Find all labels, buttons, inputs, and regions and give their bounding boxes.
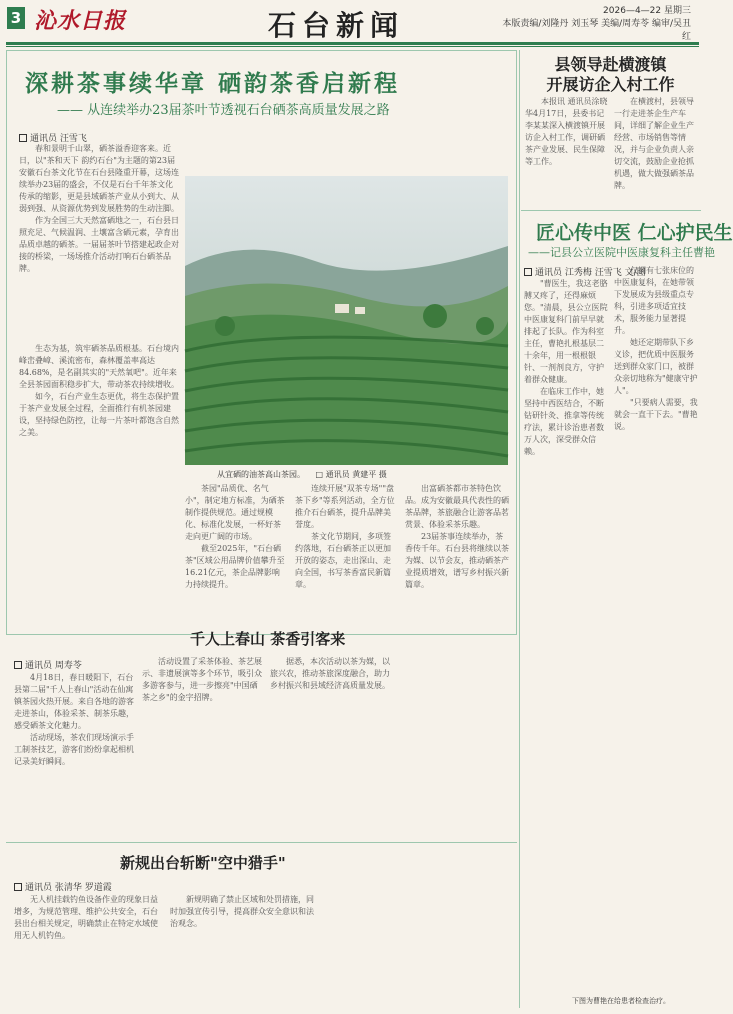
page-number: 3	[7, 7, 25, 29]
lead-paragraph: 茶园"品质优、名气小"，制定地方标准，为硒茶制作提供规范。通过规模化、标准化发展，一杯好茶走向更广阔的市场。	[185, 484, 285, 541]
story3-headline: 匠心传中医 仁心护民生	[536, 222, 733, 244]
lead-paragraph: 23届茶事连续举办，茶香传千年。石台县将继续以茶为媒、以节会友，推动硒茶产业提质增效，谱写乡村振兴新篇章。	[405, 532, 509, 589]
story3-column-2	[614, 265, 700, 965]
story5-column-2	[170, 894, 320, 1006]
byline-box-icon	[14, 661, 22, 669]
story5-headline: 新规出台斩断"空中猎手"	[120, 854, 286, 872]
lead-column-3	[295, 483, 397, 629]
story3-byline-text: 通讯员 江秀梅 汪雪飞 文/图	[535, 268, 646, 278]
byline-box-icon: □	[315, 470, 324, 479]
story3-column-1	[524, 278, 610, 678]
byline-box-icon	[19, 134, 27, 142]
lead-story	[6, 50, 517, 635]
story4-byline	[14, 658, 82, 671]
lead-subheadline: —— 从连续举办23届茶叶节透视石台硒茶高质量发展之路	[57, 103, 390, 118]
lead-column-1b	[19, 343, 179, 628]
story3-paragraph: 她还定期带队下乡义诊，把优质中医服务送到群众家门口，被群众亲切地称为"健康守护人"。	[614, 338, 698, 395]
lead-paragraph: 春和景明千山翠，硒茶溢香迎客来。近日，以"茶和天下 韵约石台"为主题的第23届安徽石台茶文化节在石台县隆重开幕，这场连续举办23届的盛会，不仅是石台千年茶文化传承的缩影，更是县域硒茶产业从小到大、从弱到强、从资源优势到发展胜势的生动注脚。	[19, 144, 179, 213]
lead-paragraph: 截至2025年，"石台硒茶"区域公用品牌价值攀升至16.21亿元，茶企品牌影响力持续提升。	[185, 544, 285, 589]
header-meta	[501, 5, 691, 44]
lead-column-1	[19, 143, 179, 338]
story4-paragraph: 活动现场，茶农们现场演示手工制茶技艺，游客们纷纷拿起相机记录美好瞬间。	[14, 733, 134, 766]
page-header	[0, 0, 705, 44]
story5-paragraph: 无人机挂载钓鱼设备作业的现象日益增多，为规范管理、维护公共安全，石台县出台相关规定，明确禁止在特定水域使用无人机钓鱼。	[14, 895, 158, 940]
lead-paragraph: 出富硒茶都市茶特色饮品。成为安徽最具代表性的硒茶品牌，茶旅融合让游客品茗赏景、体验采茶乐趣。	[405, 484, 509, 529]
lead-paragraph: 作为全国三大天然富硒地之一，石台县日照充足、气候温润、土壤富含硒元素，孕育出品质卓越的硒茶。一届届茶叶节搭建起政企对接的桥梁，一场场推介活动打响石台硒茶品牌。	[19, 216, 179, 273]
story3-paragraph: "曹医生，我这老胳膊又疼了，还得麻烦您。"清晨，县公立医院中医康复科门前早早就排起了长队。作为科室主任，曹艳扎根基层二十余年，用一根根银针、一剂剂良方，守护着群众健康。	[524, 279, 608, 384]
divider	[6, 842, 517, 843]
story3-paragraph: 仅拥有七张床位的中医康复科，在她带领下发展成为县级重点专科，引进多项适宜技术，服务能力显著提升。	[614, 266, 694, 335]
story2-headline-line2: 开展访企入村工作	[546, 75, 675, 94]
story5-paragraph: 新规明确了禁止区域和处罚措施，同时加强宣传引导，提高群众安全意识和法治观念。	[170, 895, 314, 928]
story5-byline-text: 通讯员 张清华 罗道霞	[25, 883, 112, 893]
editor-credits: 本版责编/刘隆丹 刘玉琴 美编/周寿苓 编审/吴丑红	[502, 19, 691, 42]
story2-column-1	[525, 96, 611, 206]
story4-byline-text: 通讯员 周寿苓	[25, 661, 82, 671]
lead-headline: 深耕茶事续华章 硒韵茶香启新程	[25, 70, 401, 97]
story2-column-2	[614, 96, 700, 206]
lead-paragraph: 茶文化节期间，多项签约落地，石台硒茶正以更加开放的姿态，走出深山、走向全国，书写茶香富民新篇章。	[295, 532, 391, 589]
header-rule-thin	[6, 46, 699, 47]
photo-note: 下图为曹艳在给患者检查治疗。	[572, 997, 670, 1005]
byline-box-icon	[524, 268, 532, 276]
lead-column-4	[405, 483, 509, 629]
story4-column-3	[270, 656, 392, 832]
caption-text: 从宜硒的油茶高山茶园。	[217, 470, 305, 479]
lead-paragraph: 如今，石台产业生态更优，将生态保护置于茶产业发展全过程，全面推行有机茶园建设，坚持绿色防控，让每一片茶叶都饱含自然之美。	[19, 392, 179, 437]
tea-garden-photo	[185, 176, 508, 465]
story4-paragraph: 4月18日，春日暖阳下，石台县第二届"千人上春山"活动在仙寓镇茶园火热开展。来自各地的游客走进茶山，体验采茶、制茶乐趣，感受硒茶文化魅力。	[14, 673, 134, 730]
section-title: 石台新闻	[268, 9, 405, 42]
lead-paragraph: 连续开展"双茶专场""盘茶下乡"等系列活动，全方位推介石台硒茶，提升品牌美誉度。	[295, 484, 395, 529]
story4-column-2	[142, 656, 264, 832]
masthead-logo: 沁水日报	[34, 8, 127, 34]
lead-paragraph: 生态为基，筑牢硒茶品质根基。石台境内峰峦叠嶂、溪流密布，森林覆盖率高达84.68%，是名副其实的"天然氧吧"。近年来全县茶园面积稳步扩大，带动茶农持续增收。	[19, 344, 179, 389]
photo-caption	[217, 469, 387, 480]
story2-paragraph: 在横渡村，县领导一行走进茶企生产车间，详细了解企业生产经营、市场销售等情况，并与企业负责人亲切交流，鼓励企业抢抓机遇，做大做强硒茶品牌。	[614, 97, 694, 190]
story4-headline: 千人上春山 茶香引客来	[190, 630, 346, 648]
lead-byline-text: 通讯员 汪雪飞	[30, 134, 87, 144]
header-rule	[6, 42, 699, 45]
story3-paragraph: 在临床工作中，她坚持中西医结合，不断钻研针灸、推拿等传统疗法，累计诊治患者数万人次，深受群众信赖。	[524, 387, 604, 456]
caption-credit: 通讯员 黄建平 摄	[325, 470, 387, 479]
story2-headline: 县领导赴横渡镇	[554, 55, 667, 74]
issue-date: 2026—4—22 星期三	[603, 6, 691, 16]
lead-column-2	[185, 483, 287, 629]
story3-paragraph: "只要病人需要，我就会一直干下去。"曹艳说。	[614, 398, 698, 431]
story5-column-1	[14, 894, 164, 1006]
byline-box-icon	[14, 883, 22, 891]
story5-byline	[14, 880, 112, 893]
story4-paragraph: 活动设置了采茶体验、茶艺展示、非遗展演等多个环节，吸引众多游客参与，进一步擦亮"中国硒茶之乡"的金字招牌。	[142, 657, 262, 702]
story4-column-1	[14, 672, 136, 832]
divider	[521, 210, 701, 211]
story4-paragraph: 据悉，本次活动以茶为媒，以旅兴农，推动茶旅深度融合，助力乡村振兴和县域经济高质量发展。	[270, 657, 390, 690]
column-divider	[519, 50, 520, 1008]
story3-subheadline: ——记县公立医院中医康复科主任曹艳	[528, 246, 715, 259]
tea-garden-image	[185, 176, 508, 465]
story2-paragraph: 本报讯 通讯员涂晓华4月17日，县委书记李某某深入横渡镇开展访企入村工作，调研硒茶产业发展、民生保障等工作。	[525, 97, 608, 166]
